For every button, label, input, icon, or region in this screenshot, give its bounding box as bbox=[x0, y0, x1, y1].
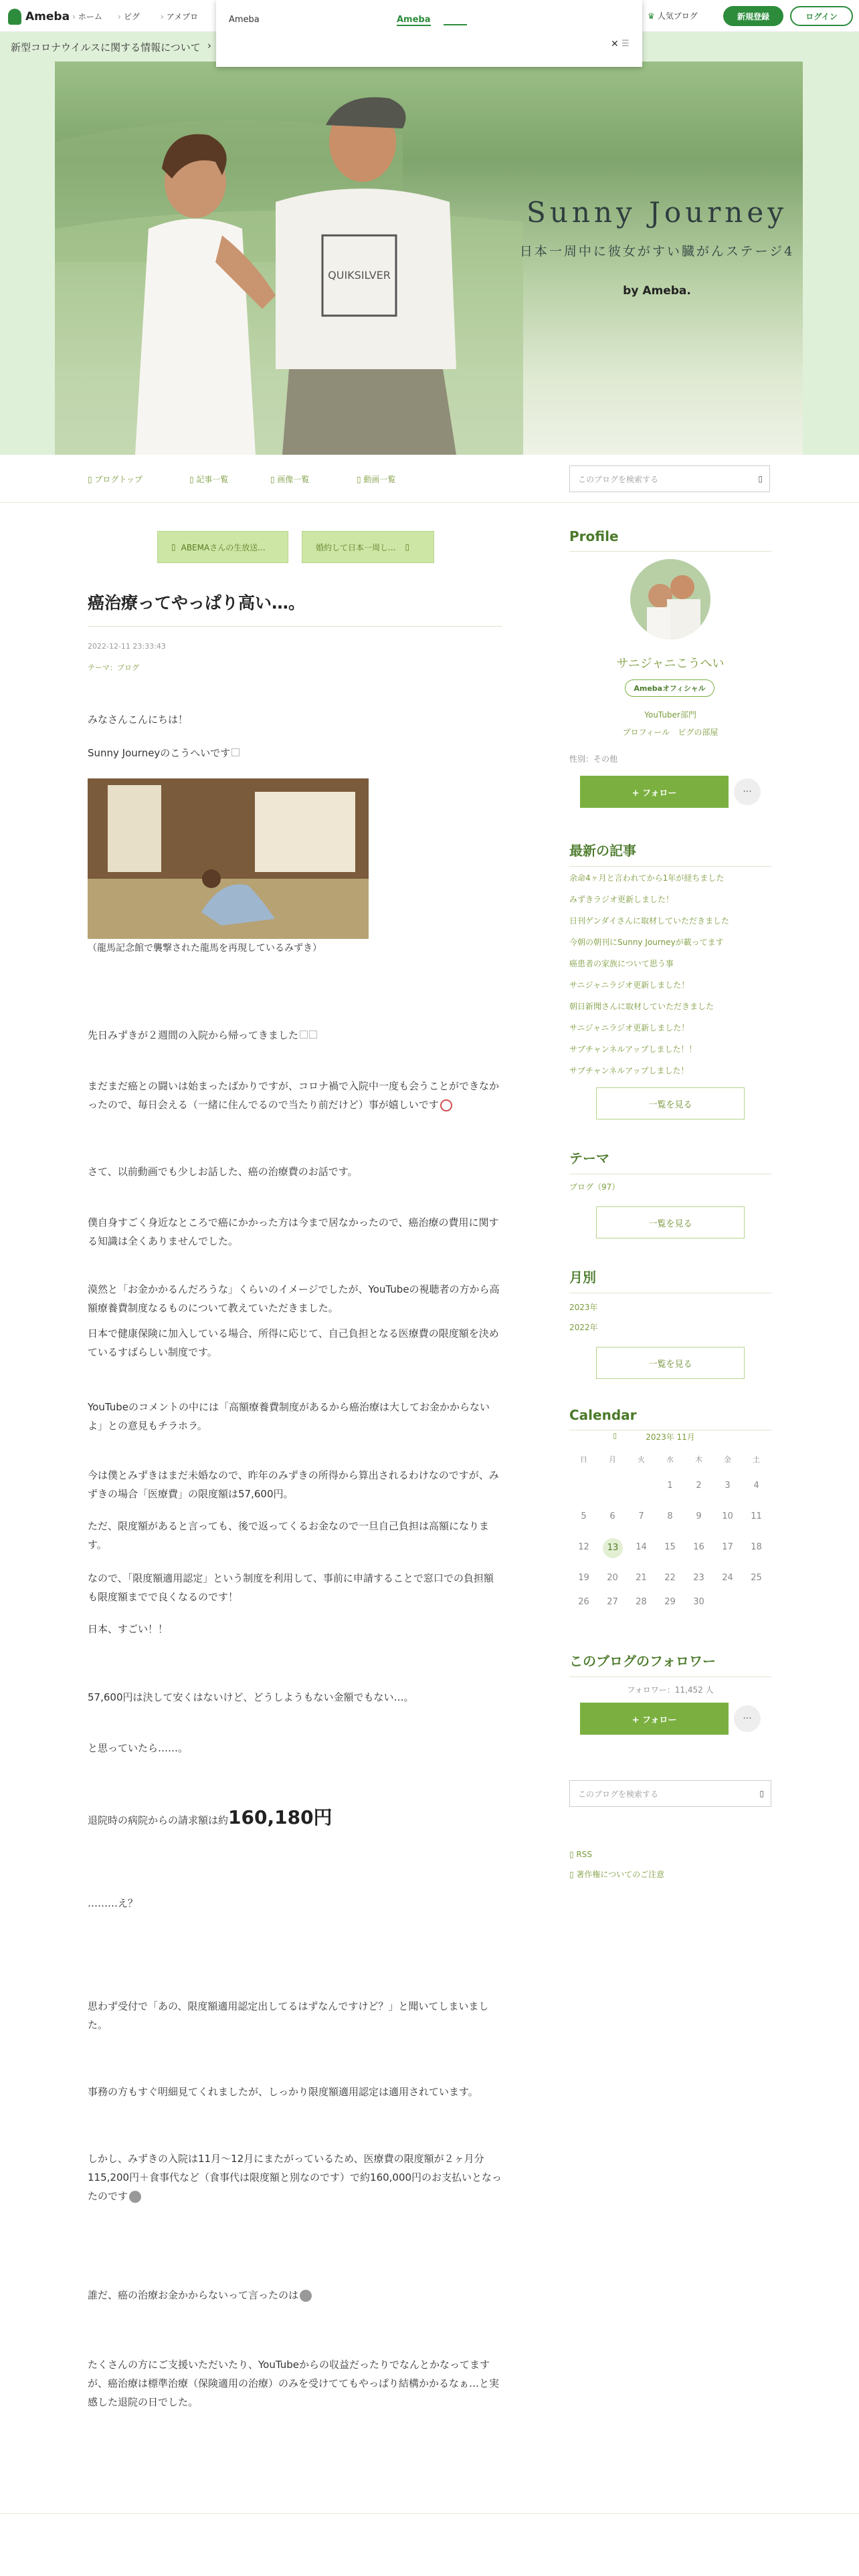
calendar-day: 21 bbox=[636, 1573, 647, 1583]
article-title: 癌治療ってやっぱり高い…。 bbox=[88, 590, 502, 627]
weekday: 金 bbox=[724, 1455, 731, 1464]
blog-search-input[interactable]: このブログを検索する ▯ bbox=[569, 465, 770, 492]
popup-brand: Ameba bbox=[229, 15, 260, 25]
highlight-amount: 160,180円 bbox=[228, 1806, 332, 1828]
latest-item[interactable]: サブチャンネルアップしました！ bbox=[569, 1066, 689, 1075]
paragraph: Sunny Journeyのこうへいです bbox=[88, 744, 502, 762]
crown-icon: ♛ bbox=[648, 11, 655, 21]
ameba-logo-text: Ameba bbox=[25, 10, 70, 23]
calendar-day: 27 bbox=[607, 1597, 618, 1607]
follow-button[interactable]: + フォロー bbox=[580, 776, 729, 808]
avatar-photo bbox=[630, 559, 710, 639]
weekday: 月 bbox=[609, 1455, 616, 1464]
blog-header-image bbox=[55, 62, 803, 455]
latest-item[interactable]: 癌患者の家族について思う事 bbox=[569, 959, 674, 968]
calendar-day: 25 bbox=[751, 1573, 762, 1583]
broken-image-icon bbox=[231, 748, 240, 756]
calendar-day: 9 bbox=[696, 1511, 702, 1521]
article-theme[interactable]: テーマ：ブログ bbox=[88, 663, 139, 672]
paragraph: 思わず受付で「あの、限度額適用認定出してるはずなんですけど？」と聞いてしまいました。 bbox=[88, 2000, 489, 2031]
header-photo bbox=[55, 62, 803, 455]
close-icon[interactable]: ✕ bbox=[611, 39, 619, 49]
calendar-day: 2 bbox=[696, 1481, 702, 1491]
latest-item[interactable]: 今朝の朝刊にSunny Journeyが載ってます bbox=[569, 938, 724, 947]
paragraph: まだまだ癌との闘いは始まったばかりですが、コロナ禍で入院中一度も会うことができなかったので、毎日会える（一緒に住んでるので当たり前だけど）事が嬉しいです bbox=[88, 1080, 500, 1111]
paragraph: しかし、みずきの入院は11月〜12月にまたがっているため、医療費の限度額が２ヶ月分115,200円＋食事代など（食事代は限度額と別なのです）で約160,000円のお支払いとなったのです bbox=[88, 2153, 502, 2202]
latest-item[interactable]: 余命4ヶ月と言われてから1年が経ちました bbox=[569, 873, 725, 883]
paragraph: なので、「限度額適用認定」という制度を利用して、事前に申請することで窓口での負担額も限度額までで良くなるのです！ bbox=[88, 1572, 494, 1603]
menu-icon[interactable]: ☰ bbox=[622, 39, 630, 49]
paragraph: 57,600円は決して安くはないけど、どうしようもない金額でもない…。 bbox=[88, 1691, 414, 1703]
chevron-right-icon: › bbox=[161, 12, 164, 21]
profile-name[interactable]: サニジャニこうへい bbox=[616, 657, 725, 671]
calendar-day: 29 bbox=[664, 1597, 676, 1607]
calendar-last-week bbox=[569, 1597, 771, 1610]
latest-item[interactable]: みずきラジオ更新しました！ bbox=[569, 895, 674, 904]
calendar-day: 16 bbox=[693, 1542, 704, 1552]
calendar-day: 30 bbox=[693, 1597, 704, 1607]
search-icon[interactable]: ▯ bbox=[759, 1789, 764, 1798]
paragraph: ………え？ bbox=[88, 1897, 138, 1909]
latest-item[interactable]: サニジャニラジオ更新しました！ bbox=[569, 1023, 690, 1033]
paragraph: みなさんこんにちは！ bbox=[88, 714, 189, 726]
related-banner-2[interactable]: 婚約して日本一周し... ▯ bbox=[302, 531, 434, 563]
broken-image-icon bbox=[300, 1031, 308, 1039]
calendar-month: 2023年 11月 bbox=[646, 1432, 695, 1442]
article-date: 2022-12-11 23:33:43 bbox=[88, 642, 166, 651]
gender: 性別：その他 bbox=[569, 754, 618, 764]
avatar[interactable] bbox=[630, 559, 710, 639]
calendar-day: 23 bbox=[693, 1573, 704, 1583]
svg-text:QUIKSILVER: QUIKSILVER bbox=[328, 269, 391, 282]
follow-button-2[interactable]: + フォロー bbox=[580, 1703, 729, 1735]
paragraph: 日本で健康保険に加入している場合、所得に応じて、自己負担となる医療費の限度額を決めているすばらしい制度です。 bbox=[88, 1327, 499, 1358]
chevron-right-icon: › bbox=[118, 12, 121, 21]
calendar-day: 22 bbox=[664, 1573, 676, 1583]
popular-blog-link[interactable]: ♛ 人気ブログ bbox=[648, 11, 698, 21]
latest-item[interactable]: サニジャニラジオ更新しました！ bbox=[569, 980, 690, 990]
chevron-right-icon: › bbox=[72, 12, 76, 21]
weekday: 日 bbox=[580, 1455, 587, 1464]
profile-heading: Profile bbox=[569, 528, 771, 552]
youtuber-category[interactable]: YouTuber部門 bbox=[644, 710, 696, 720]
nav-video-list[interactable]: ▯ 動画一覧 bbox=[357, 475, 396, 484]
calendar-day: 19 bbox=[578, 1573, 589, 1583]
nav-home[interactable]: › ホーム bbox=[72, 12, 102, 21]
followers-heading: このブログのフォロワー bbox=[569, 1650, 771, 1677]
latest-heading: 最新の記事 bbox=[569, 840, 771, 867]
calendar-day: 18 bbox=[751, 1542, 762, 1552]
nav-blog-top[interactable]: ▯ ブログトップ bbox=[88, 475, 143, 484]
weekday: 木 bbox=[695, 1455, 702, 1464]
copyright-link[interactable]: ▯ 著作権についてのご注意 bbox=[569, 1870, 665, 1879]
follower-count: フォロワー：11,452 人 bbox=[627, 1685, 714, 1695]
signup-button[interactable]: 新規登録 bbox=[723, 6, 783, 26]
latest-more-button[interactable]: 一覧を見る bbox=[596, 1087, 745, 1119]
paragraph: ただ、限度額があると言っても、後で返ってくるお金なので一旦自己負担は高額になります。 bbox=[88, 1520, 490, 1551]
blog-search-input-2[interactable]: このブログを検索する ▯ bbox=[569, 1780, 771, 1807]
month-item[interactable]: 2022年 bbox=[569, 1323, 598, 1332]
emoji-icon bbox=[440, 1099, 452, 1111]
calendar-day: 4 bbox=[753, 1481, 759, 1491]
footer-divider bbox=[0, 2513, 859, 2514]
paragraph: 誰だ、癌の治療お金かからないって言ったのは bbox=[88, 2286, 502, 2304]
calendar-day: 28 bbox=[636, 1597, 647, 1607]
popup-link[interactable]: Ameba bbox=[397, 15, 431, 25]
nav-article-list[interactable]: ▯ 記事一覧 bbox=[189, 475, 229, 484]
paragraph: 日本、すごい！！ bbox=[88, 1623, 169, 1635]
official-badge: Amebaオフィシャル bbox=[625, 679, 714, 697]
calendar-prev-icon[interactable]: ▯ bbox=[613, 1431, 617, 1440]
more-options-button-2[interactable]: ··· bbox=[734, 1705, 761, 1732]
calendar-day: 3 bbox=[725, 1481, 731, 1491]
article-photo[interactable] bbox=[88, 778, 369, 939]
calendar-heading: Calendar bbox=[569, 1407, 771, 1430]
related-banner-1[interactable]: ▯ ABEMAさんの生放送... bbox=[157, 531, 288, 563]
emoji-icon bbox=[129, 2191, 141, 2203]
calendar-day: 20 bbox=[607, 1573, 618, 1583]
popup-underline bbox=[444, 24, 467, 25]
paragraph: 事務の方もすぐ明細見てくれましたが、しっかり限度額適用認定は適用されています。 bbox=[88, 2086, 478, 2098]
calendar-day: 6 bbox=[609, 1511, 615, 1521]
more-options-button[interactable]: ··· bbox=[734, 778, 761, 805]
weekday: 火 bbox=[638, 1455, 645, 1464]
latest-item[interactable]: 日刊ゲンダイさんに取材していただきました bbox=[569, 916, 730, 926]
paragraph: 今は僕とみずきはまだ未婚なので、昨年のみずきの所得から算出されるわけなのですが、みずきの場合「医療費」の限度額は57,600円。 bbox=[88, 1469, 499, 1500]
weekday: 水 bbox=[666, 1455, 674, 1464]
photo-caption: （龍馬記念館で襲撃された龍馬を再現しているみずき） bbox=[88, 943, 322, 954]
news-link[interactable]: 新型コロナウイルスに関する情報について bbox=[11, 41, 201, 53]
calendar-day: 1 bbox=[667, 1481, 673, 1491]
paragraph: たくさんの方にご支援いただいたり、YouTubeからの収益だったりでなんとかなってますが、癌治療は標準治療（保険適用の治療）のみを受けててもやっぱり結構かかるなぁ…と実感した退院の日でした。 bbox=[88, 2359, 500, 2408]
theme-heading: テーマ bbox=[569, 1148, 771, 1174]
hero-title: Sunny Journey bbox=[527, 196, 787, 229]
nav-image-list[interactable]: ▯ 画像一覧 bbox=[270, 475, 310, 484]
calendar-day-today[interactable]: 13 bbox=[603, 1538, 623, 1558]
monthly-heading: 月別 bbox=[569, 1267, 771, 1293]
hero-subtitle: 日本一周中に彼女がすい臓がんステージ4 bbox=[519, 244, 795, 259]
calendar-day: 10 bbox=[722, 1511, 733, 1521]
tatami-room-photo bbox=[88, 778, 369, 939]
profile-links[interactable]: プロフィール ピグの部屋 bbox=[622, 728, 719, 737]
paragraph: と思っていたら……。 bbox=[88, 1742, 189, 1754]
ameba-popup bbox=[216, 0, 642, 67]
calendar-day: 12 bbox=[578, 1542, 589, 1552]
chevron-right-icon: › bbox=[207, 39, 211, 51]
chevron-icon: ▯ bbox=[405, 542, 410, 552]
weekday: 土 bbox=[753, 1455, 760, 1464]
calendar-day: 26 bbox=[578, 1597, 589, 1607]
search-icon[interactable]: ▯ bbox=[758, 474, 763, 484]
emoji-icon bbox=[300, 2290, 312, 2302]
paragraph: 漠然と「お金かかるんだろうな」くらいのイメージでしたが、YouTubeの視聴者の方から高額療養費制度なるものについて教えていただきました。 bbox=[88, 1283, 500, 1314]
ameba-logo[interactable] bbox=[8, 8, 70, 25]
latest-item[interactable]: サブチャンネルアップしました！！ bbox=[569, 1045, 697, 1054]
paragraph: 退院時の病院からの請求額は約160,180円 bbox=[88, 1806, 332, 1828]
hero-by-ameba: by Ameba. bbox=[623, 284, 691, 298]
paragraph: YouTubeのコメントの中には「高額療養費制度があるから癌治療は大してお金かからないよ」との意見もチラホラ。 bbox=[88, 1401, 490, 1432]
rss-link[interactable]: ▯ RSS bbox=[569, 1850, 592, 1859]
calendar-day: 15 bbox=[664, 1542, 676, 1552]
login-button[interactable]: ログイン bbox=[790, 6, 853, 26]
theme-more-button[interactable]: 一覧を見る bbox=[596, 1206, 745, 1239]
calendar-day: 24 bbox=[722, 1573, 733, 1583]
calendar-day: 17 bbox=[722, 1542, 733, 1552]
calendar-grid bbox=[569, 1444, 771, 1585]
ameba-mark-icon bbox=[8, 9, 21, 25]
blog-nav bbox=[0, 455, 859, 503]
paragraph: 先日みずきが２週間の入院から帰ってきました bbox=[88, 1026, 502, 1045]
latest-item[interactable]: 朝日新聞さんに取材していただきました bbox=[569, 1002, 714, 1011]
paragraph: 僕自身すごく身近なところで癌にかかった方は今まで居なかったので、癌治療の費用に関する知識は全くありませんでした。 bbox=[88, 1216, 499, 1247]
calendar-day: 14 bbox=[636, 1542, 647, 1552]
calendar-day: 11 bbox=[751, 1511, 762, 1521]
theme-item[interactable]: ブログ（97） bbox=[569, 1182, 620, 1192]
calendar-day: 5 bbox=[581, 1511, 587, 1521]
calendar-day: 8 bbox=[667, 1511, 673, 1521]
nav-ameblo[interactable]: › アメブロ bbox=[161, 12, 199, 21]
nav-pigg[interactable]: › ピグ bbox=[118, 12, 140, 21]
month-item[interactable]: 2023年 bbox=[569, 1303, 598, 1312]
calendar-day: 7 bbox=[638, 1511, 644, 1521]
broken-image-icon bbox=[309, 1031, 317, 1039]
paragraph: さて、以前動画でも少しお話した、癌の治療費のお話です。 bbox=[88, 1166, 358, 1178]
monthly-more-button[interactable]: 一覧を見る bbox=[596, 1347, 745, 1379]
